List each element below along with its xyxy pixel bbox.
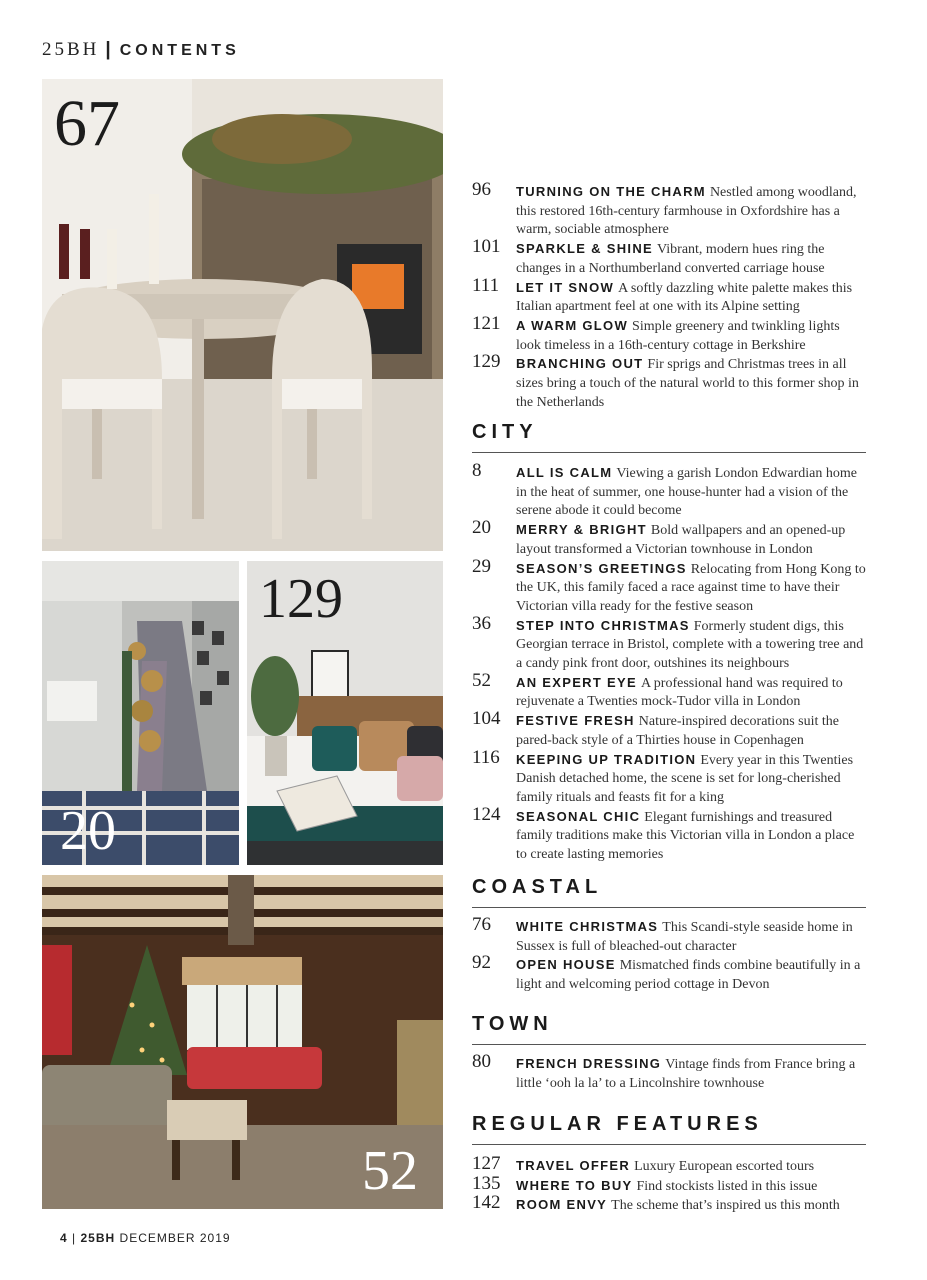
page-number-67: 67	[54, 87, 120, 160]
section-title: CONTENTS	[119, 42, 240, 59]
footer-separator: |	[72, 1231, 77, 1245]
footer-page-number: 4	[60, 1231, 68, 1245]
list-item[interactable]: 121 A WARM GLOW Simple greenery and twinkling lights look timeless in a 16th-century cottage in Berkshire	[472, 312, 840, 353]
page-footer	[60, 1231, 231, 1245]
toc-town-list	[472, 1051, 866, 1093]
photo-living-room[interactable]	[42, 875, 443, 1209]
list-item[interactable]: 142 ROOM ENVY The scheme that’s inspired us this month	[472, 1192, 840, 1214]
page-number-20: 20	[60, 800, 116, 862]
page-number-52: 52	[362, 1140, 418, 1202]
list-item[interactable]: 96 TURNING ON THE CHARM Nestled among woodland, this restored 16th-century farmhouse in Oxfordshire has a warm, sociable atmosphere	[472, 179, 857, 238]
section-heading-coastal: COASTAL	[472, 876, 866, 908]
footer-issue-date: DECEMBER 2019	[119, 1231, 231, 1245]
list-item[interactable]: 127 TRAVEL OFFER Luxury European escorted tours	[472, 1153, 815, 1174]
list-item[interactable]: 8 ALL IS CALM Viewing a garish London Edwardian home in the heat of summer, one house-hunter had a vision of the serene abode it could become	[472, 460, 857, 519]
list-item[interactable]: 29 SEASON’S GREETINGS Relocating from Hong Kong to the UK, this family faced a race against time to have their Victorian villa ready for the festive season	[472, 555, 866, 614]
list-item[interactable]: 104 FESTIVE FRESH Nature-inspired decorations suit the pared-back style of a Thirties house in Copenhagen	[472, 708, 839, 748]
section-heading-city: CITY	[472, 421, 866, 453]
header-separator: |	[105, 39, 114, 60]
list-item[interactable]: 52 AN EXPERT EYE A professional hand was required to rejuvenate a Twenties mock-Tudor villa in London	[472, 669, 843, 710]
page-number-129: 129	[259, 568, 343, 630]
magazine-brand: 25BH	[42, 39, 100, 60]
list-item[interactable]: 124 SEASONAL CHIC Elegant furnishings and treasured family traditions make this Victorian villa in London a place to create lasting memories	[472, 803, 855, 863]
list-item[interactable]: 36 STEP INTO CHRISTMAS Formerly student digs, this Georgian terrace in Bristol, complete with a towering tree and a candy pink front door, outshines its neighbours	[472, 612, 864, 672]
list-item[interactable]: 20 MERRY & BRIGHT Bold wallpapers and an opened-up layout transformed a Victorian townhouse in London	[472, 517, 846, 557]
toc-country-list	[472, 179, 866, 412]
list-item[interactable]: 116 KEEPING UP TRADITION Every year in this Twenties Danish detached home, the scene is set for long-cherished family rituals and feasts fit for a king	[472, 746, 854, 805]
list-item[interactable]: 92 OPEN HOUSE Mismatched finds combine beautifully in a light and welcoming period cottage in Devon	[472, 952, 861, 993]
photo-dining-room[interactable]	[42, 79, 443, 551]
section-heading-regular-features: REGULAR FEATURES	[472, 1113, 866, 1145]
toc-regular-list	[472, 1153, 866, 1216]
photo-hallway[interactable]	[42, 561, 239, 865]
page-header	[42, 38, 240, 61]
toc-city-list	[472, 460, 866, 865]
list-item[interactable]: 111 LET IT SNOW A softly dazzling white palette makes this Italian apartment feel at one with its Alpine setting	[472, 274, 853, 315]
footer-brand: 25BH	[80, 1231, 116, 1245]
section-heading-town: TOWN	[472, 1013, 866, 1045]
list-item[interactable]: 80 FRENCH DRESSING Vintage finds from France bring a little ‘ooh la la’ to a Lincolnshire townhouse	[472, 1051, 856, 1091]
photo-bedroom[interactable]	[247, 561, 443, 865]
toc-coastal-list	[472, 914, 866, 995]
list-item[interactable]: 101 SPARKLE & SHINE Vibrant, modern hues ring the changes in a Northumberland converted carriage house	[472, 236, 825, 276]
list-item[interactable]: 129 BRANCHING OUT Fir sprigs and Christmas trees in all sizes bring a touch of the natural world to this former shop in the Netherlands	[472, 351, 859, 410]
list-item[interactable]: 135 WHERE TO BUY Find stockists listed in this issue	[472, 1172, 818, 1194]
list-item[interactable]: 76 WHITE CHRISTMAS This Scandi-style seaside home in Sussex is full of bleached-out character	[472, 914, 853, 954]
